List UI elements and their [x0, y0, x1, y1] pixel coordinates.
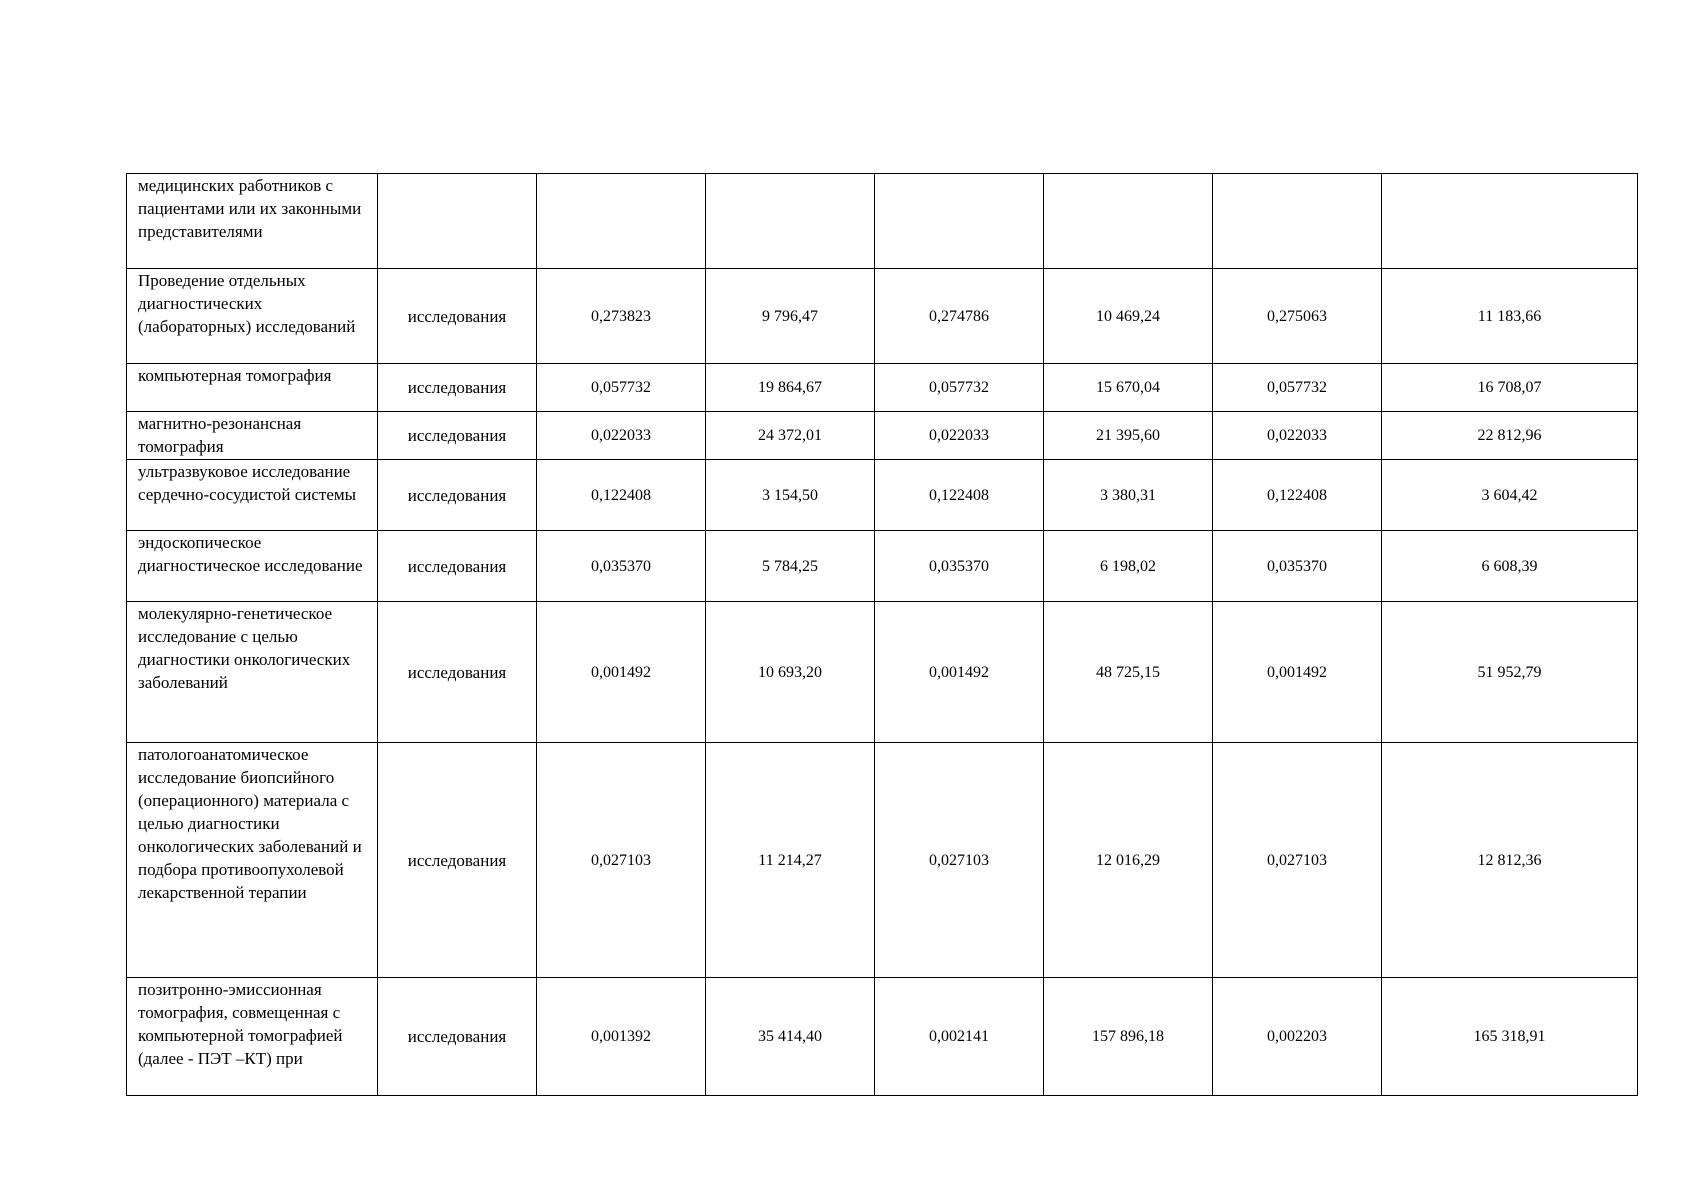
- table-row: [127, 364, 1638, 412]
- volume-cell-3: 0,002203: [1213, 978, 1382, 1096]
- volume-cell-3: 0,027103: [1213, 743, 1382, 978]
- cost-cell-1: 9 796,47: [706, 269, 875, 364]
- volume-cell-2: 0,035370: [875, 531, 1044, 602]
- table-row: [127, 978, 1638, 1096]
- volume-cell-1: 0,035370: [537, 531, 706, 602]
- cost-cell-3: 51 952,79: [1382, 602, 1638, 743]
- volume-cell-3: 0,122408: [1213, 460, 1382, 531]
- volume-cell-1: [537, 174, 706, 269]
- cost-cell-3: 22 812,96: [1382, 412, 1638, 460]
- volume-cell-1: 0,001392: [537, 978, 706, 1096]
- data-table: [126, 173, 1638, 1096]
- row-name-cell: магнитно-резонансная томография: [127, 412, 378, 460]
- volume-cell-3: 0,275063: [1213, 269, 1382, 364]
- cost-cell-1: 35 414,40: [706, 978, 875, 1096]
- cost-cell-3: 3 604,42: [1382, 460, 1638, 531]
- unit-cell: исследования: [378, 978, 537, 1096]
- unit-cell: исследования: [378, 269, 537, 364]
- volume-cell-2: 0,027103: [875, 743, 1044, 978]
- cost-cell-2: 12 016,29: [1044, 743, 1213, 978]
- table-row: [127, 174, 1638, 269]
- volume-cell-1: 0,273823: [537, 269, 706, 364]
- volume-cell-3: 0,057732: [1213, 364, 1382, 412]
- cost-cell-3: 12 812,36: [1382, 743, 1638, 978]
- row-name-cell: молекулярно-генетическое исследование с целью диагностики онкологических заболеваний: [127, 602, 378, 743]
- table-row: [127, 412, 1638, 460]
- cost-cell-2: 3 380,31: [1044, 460, 1213, 531]
- row-name-cell: Проведение отдельных диагностических (лабораторных) исследований: [127, 269, 378, 364]
- volume-cell-3: 0,022033: [1213, 412, 1382, 460]
- cost-cell-1: 3 154,50: [706, 460, 875, 531]
- cost-cell-2: 21 395,60: [1044, 412, 1213, 460]
- cost-cell-2: 48 725,15: [1044, 602, 1213, 743]
- unit-cell: исследования: [378, 460, 537, 531]
- cost-cell-1: 19 864,67: [706, 364, 875, 412]
- unit-cell: исследования: [378, 364, 537, 412]
- table-row: [127, 602, 1638, 743]
- volume-cell-2: 0,022033: [875, 412, 1044, 460]
- volume-cell-2: 0,274786: [875, 269, 1044, 364]
- row-name-cell: патологоанатомическое исследование биопсийного (операционного) материала с целью диагностики онкологических заболеваний и подбора противоопухолевой лекарственной терапии: [127, 743, 378, 978]
- unit-cell: [378, 174, 537, 269]
- unit-cell: исследования: [378, 602, 537, 743]
- volume-cell-1: 0,022033: [537, 412, 706, 460]
- volume-cell-2: 0,057732: [875, 364, 1044, 412]
- volume-cell-2: 0,122408: [875, 460, 1044, 531]
- table-row: [127, 743, 1638, 978]
- cost-cell-2: 10 469,24: [1044, 269, 1213, 364]
- unit-cell: исследования: [378, 743, 537, 978]
- cost-cell-3: 165 318,91: [1382, 978, 1638, 1096]
- cost-cell-3: 6 608,39: [1382, 531, 1638, 602]
- cost-cell-3: 11 183,66: [1382, 269, 1638, 364]
- table-row: [127, 531, 1638, 602]
- cost-cell-1: [706, 174, 875, 269]
- volume-cell-1: 0,001492: [537, 602, 706, 743]
- cost-cell-2: 15 670,04: [1044, 364, 1213, 412]
- cost-cell-1: 24 372,01: [706, 412, 875, 460]
- cost-cell-3: [1382, 174, 1638, 269]
- table-row: [127, 460, 1638, 531]
- volume-cell-1: 0,057732: [537, 364, 706, 412]
- cost-cell-2: 157 896,18: [1044, 978, 1213, 1096]
- cost-cell-1: 11 214,27: [706, 743, 875, 978]
- unit-cell: исследования: [378, 531, 537, 602]
- cost-cell-2: 6 198,02: [1044, 531, 1213, 602]
- cost-cell-1: 5 784,25: [706, 531, 875, 602]
- row-name-cell: компьютерная томография: [127, 364, 378, 412]
- table-row: [127, 269, 1638, 364]
- row-name-cell: медицинских работников с пациентами или их законными представителями: [127, 174, 378, 269]
- volume-cell-1: 0,122408: [537, 460, 706, 531]
- volume-cell-3: 0,001492: [1213, 602, 1382, 743]
- volume-cell-2: [875, 174, 1044, 269]
- row-name-cell: позитронно-эмиссионная томография, совмещенная с компьютерной томографией (далее - ПЭТ –КТ) при: [127, 978, 378, 1096]
- row-name-cell: ультразвуковое исследование сердечно-сосудистой системы: [127, 460, 378, 531]
- unit-cell: исследования: [378, 412, 537, 460]
- volume-cell-3: 0,035370: [1213, 531, 1382, 602]
- cost-cell-1: 10 693,20: [706, 602, 875, 743]
- cost-cell-2: [1044, 174, 1213, 269]
- cost-cell-3: 16 708,07: [1382, 364, 1638, 412]
- volume-cell-3: [1213, 174, 1382, 269]
- volume-cell-1: 0,027103: [537, 743, 706, 978]
- row-name-cell: эндоскопическое диагностическое исследование: [127, 531, 378, 602]
- volume-cell-2: 0,002141: [875, 978, 1044, 1096]
- volume-cell-2: 0,001492: [875, 602, 1044, 743]
